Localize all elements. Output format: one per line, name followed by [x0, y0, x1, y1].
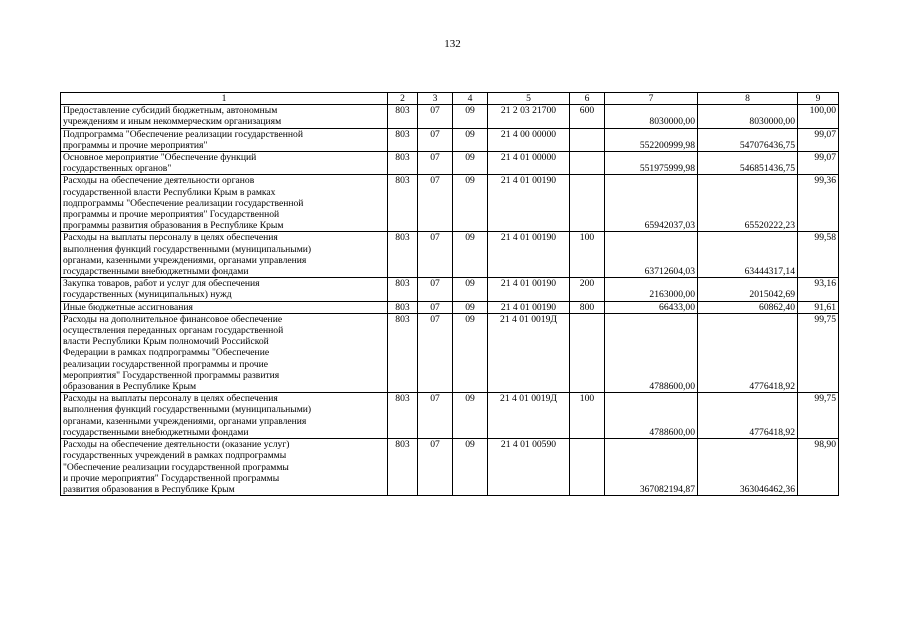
cell-c7: 551975999,98: [605, 152, 698, 175]
cell-c2: 803: [388, 439, 418, 496]
cell-c6: 800: [570, 301, 605, 313]
cell-c5: 21 4 01 0019Д: [488, 313, 570, 392]
cell-c2: 803: [388, 128, 418, 151]
cell-c5: 21 4 01 00190: [488, 278, 570, 301]
header-cell: 3: [418, 93, 453, 105]
cell-c7: 66433,00: [605, 301, 698, 313]
cell-c6: 100: [570, 393, 605, 439]
cell-c7: 2163000,00: [605, 278, 698, 301]
table-row: [61, 105, 839, 128]
row-name: Расходы на обеспечение деятельности (оказание услуг) государственных учреждений в рамках подпрограммы "Обеспечение реализации государственной программы и прочие мероприятия" Государственной программы развития образования в Республике Крым: [61, 439, 388, 496]
table-row: [61, 152, 839, 175]
cell-c8: 63444317,14: [698, 232, 798, 278]
cell-c4: 09: [453, 152, 488, 175]
cell-c4: 09: [453, 232, 488, 278]
header-row: [61, 93, 839, 105]
header-cell: 8: [698, 93, 798, 105]
cell-c8: 363046462,36: [698, 439, 798, 496]
cell-c7: 4788600,00: [605, 393, 698, 439]
cell-c6: 100: [570, 232, 605, 278]
cell-c3: 07: [418, 152, 453, 175]
cell-c3: 07: [418, 232, 453, 278]
cell-c2: 803: [388, 232, 418, 278]
cell-c7: 8030000,00: [605, 105, 698, 128]
table-row: [61, 393, 839, 439]
cell-c5: 21 4 00 00000: [488, 128, 570, 151]
cell-c8: 8030000,00: [698, 105, 798, 128]
cell-c5: 21 4 01 00000: [488, 152, 570, 175]
row-name: Иные бюджетные ассигнования: [61, 301, 388, 313]
cell-c3: 07: [418, 278, 453, 301]
cell-c2: 803: [388, 393, 418, 439]
cell-c9: 99,75: [798, 313, 839, 392]
cell-c3: 07: [418, 175, 453, 232]
cell-c4: 09: [453, 105, 488, 128]
row-name: Подпрограмма "Обеспечение реализации государственной программы и прочие мероприятия": [61, 128, 388, 151]
cell-c3: 07: [418, 313, 453, 392]
cell-c8: 60862,40: [698, 301, 798, 313]
cell-c9: 99,36: [798, 175, 839, 232]
cell-c6: [570, 313, 605, 392]
table-row: [61, 128, 839, 151]
cell-c9: 99,58: [798, 232, 839, 278]
cell-c9: 99,07: [798, 128, 839, 151]
cell-c3: 07: [418, 128, 453, 151]
header-cell: 5: [488, 93, 570, 105]
table-row: [61, 232, 839, 278]
cell-c4: 09: [453, 175, 488, 232]
cell-c2: 803: [388, 175, 418, 232]
row-name: Расходы на дополнительное финансовое обеспечение осуществления переданных органам государственной власти Республики Крым полномочий Российской Федерации в рамках подпрограммы "Обеспечение реализации государственной программы и прочие мероприятия" Государственной программы развития образования в Республике Крым: [61, 313, 388, 392]
cell-c2: 803: [388, 152, 418, 175]
cell-c6: [570, 128, 605, 151]
row-name: Расходы на выплаты персоналу в целях обеспечения выполнения функций государственными (муниципальными) органами, казенными учреждениями, органами управления государственными внебюджетными фондами: [61, 393, 388, 439]
cell-c8: 4776418,92: [698, 393, 798, 439]
cell-c9: 91,61: [798, 301, 839, 313]
cell-c5: 21 4 01 0019Д: [488, 393, 570, 439]
row-name: Основное мероприятие "Обеспечение функций государственных органов": [61, 152, 388, 175]
header-cell: 6: [570, 93, 605, 105]
cell-c2: 803: [388, 105, 418, 128]
cell-c4: 09: [453, 439, 488, 496]
header-cell: 4: [453, 93, 488, 105]
cell-c3: 07: [418, 393, 453, 439]
header-cell: 7: [605, 93, 698, 105]
cell-c4: 09: [453, 278, 488, 301]
cell-c2: 803: [388, 313, 418, 392]
row-name: Расходы на обеспечение деятельности органов государственной власти Республики Крым в рамках подпрограммы "Обеспечение реализации государственной программы и прочие мероприятия" Государственной программы развития образования в Республике Крым: [61, 175, 388, 232]
cell-c6: [570, 439, 605, 496]
cell-c9: 99,75: [798, 393, 839, 439]
cell-c2: 803: [388, 301, 418, 313]
cell-c5: 21 4 01 00190: [488, 175, 570, 232]
header-cell: 1: [61, 93, 388, 105]
budget-table: [60, 92, 839, 496]
cell-c3: 07: [418, 439, 453, 496]
page-number: 132: [444, 38, 461, 50]
cell-c7: 65942037,03: [605, 175, 698, 232]
cell-c5: 21 4 01 00190: [488, 232, 570, 278]
cell-c5: 21 4 01 00590: [488, 439, 570, 496]
cell-c9: 99,07: [798, 152, 839, 175]
cell-c4: 09: [453, 313, 488, 392]
cell-c8: 547076436,75: [698, 128, 798, 151]
cell-c5: 21 2 03 21700: [488, 105, 570, 128]
table-row: [61, 301, 839, 313]
cell-c9: 93,16: [798, 278, 839, 301]
cell-c8: 4776418,92: [698, 313, 798, 392]
cell-c7: 4788600,00: [605, 313, 698, 392]
table-row: [61, 313, 839, 392]
cell-c8: 546851436,75: [698, 152, 798, 175]
cell-c9: 100,00: [798, 105, 839, 128]
cell-c3: 07: [418, 105, 453, 128]
table-row: [61, 175, 839, 232]
cell-c3: 07: [418, 301, 453, 313]
cell-c2: 803: [388, 278, 418, 301]
row-name: Закупка товаров, работ и услуг для обеспечения государственных (муниципальных) нужд: [61, 278, 388, 301]
table-row: [61, 278, 839, 301]
cell-c6: [570, 152, 605, 175]
cell-c6: 200: [570, 278, 605, 301]
cell-c7: 552200999,98: [605, 128, 698, 151]
cell-c6: 600: [570, 105, 605, 128]
cell-c7: 367082194,87: [605, 439, 698, 496]
cell-c6: [570, 175, 605, 232]
table-row: [61, 439, 839, 496]
cell-c4: 09: [453, 393, 488, 439]
row-name: Предоставление субсидий бюджетным, автономным учреждениям и иным некоммерческим организациям: [61, 105, 388, 128]
cell-c4: 09: [453, 301, 488, 313]
cell-c8: 2015042,69: [698, 278, 798, 301]
header-cell: 2: [388, 93, 418, 105]
cell-c5: 21 4 01 00190: [488, 301, 570, 313]
cell-c9: 98,90: [798, 439, 839, 496]
header-cell: 9: [798, 93, 839, 105]
cell-c7: 63712604,03: [605, 232, 698, 278]
row-name: Расходы на выплаты персоналу в целях обеспечения выполнения функций государственными (муниципальными) органами, казенными учреждениями, органами управления государственными внебюджетными фондами: [61, 232, 388, 278]
cell-c4: 09: [453, 128, 488, 151]
cell-c8: 65520222,23: [698, 175, 798, 232]
